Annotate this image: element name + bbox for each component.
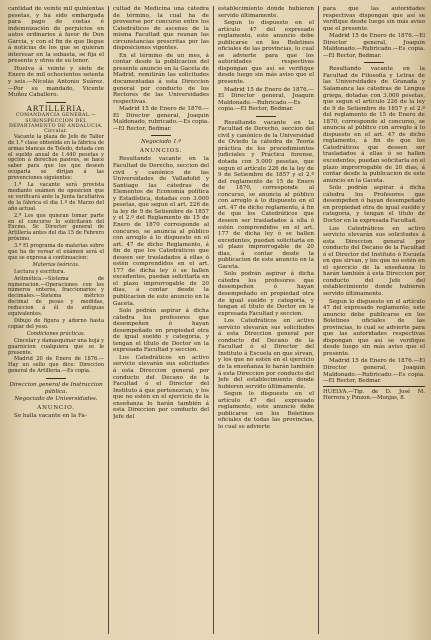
divider xyxy=(46,378,66,379)
divider xyxy=(364,62,384,63)
paragraph: Vacante la plaza de Jefe de Taller de 1.ª clase obtenida en la fábrica de armas blancas de Toledo, dotada con el sueldo anual de 1.440 pesetas y opción á derechos pasivos, se hace saber para que los que deseen ocuparla se dirijan á las prevenciones siguientes: xyxy=(8,133,104,182)
paragraph: Segun lo dispuesto en el artículo 47 del expresado reglamento, este anuncio debe publicarse en los Boletines oficiales de las provincias, lo cual se advierte para que los autoridades respectivas dispongan que así se verifique desde luego sin más aviso que el presente. xyxy=(218,20,314,86)
section-heading: Direccion general de Instruccion pública. xyxy=(9,382,103,395)
paragraph: Madrid 15 de Enero de 1876.—El Director general, Joaquin Maldonado, rubricado.—Es copia.—El Rector, Bedmar. xyxy=(113,106,209,132)
column-3 xyxy=(218,6,314,634)
column-4 xyxy=(323,6,425,634)
paragraph: Resultando vacante en la Facultad de Derecho, seccion del civil y canónico de las Universidades de Valladolid y Santiago las cátedras de Elementos de Economía política y Estadística, dotadas con 3.000 pesetas, que segun el art. 226 de la ley de 9 de Setiembre de 1857 y el 2.º del Reglamento de 15 de Enero de 1870 corresponde al concurso, se anuncia al público con arreglo á lo dispuesto en el art. 47 de dicho Reglamento, á fin de que los Catedráticos que deseen ser trasladados á ellas ó estén comprendidos en el art. 177 de dicha ley ó se hallen excedentes, puedan solicitarla en el plazo improrrogable de 20 dias, á contar desde la publicacion de este anuncio en la Gaceta. xyxy=(113,156,209,307)
paragraph: Dibujo de figura y adorno hasta copiar del yeso. xyxy=(8,318,104,330)
paragraph: Los Catedráticos en activo servicio elevarán sus solicitudes á esta Direccion general por conducto del Decano de la Facultad ó el Director del Instituto á Escuela en que sirvan, y los que no estén en el ejercicio de la enseñanza lo harán también á esta Direccion por conducto del Jefe del establecimiento donde hubieren servido últimamente. xyxy=(218,318,314,390)
paragraph: cultad de Medicina una cátedra de término, la cual ha de proveerse por concurso entre los Catedráticos de ascenso de la misma Facultad que reunan las circunstancias prescritas por las disposiciones vigentes. xyxy=(113,6,209,52)
section-heading: Negociado de Universidades. xyxy=(14,396,98,403)
paragraph: establecimiento donde hubieren servido últimamente. xyxy=(218,6,314,19)
paragraph: Madrid 15 de Enero de 1876.—El Director general, Joaquin Maldonado.—Rubricado.—Es copia.—El Rector, Bedmar. xyxy=(323,33,425,59)
column-rule xyxy=(108,6,109,634)
divider xyxy=(46,102,66,103)
section-heading: ARTILLERIA. xyxy=(26,103,86,113)
paragraph: Se halla vacante en la Fa- xyxy=(14,413,87,420)
printer-imprint: HUELVA.—Tip. de D. José M. Herrera y Pinzon.—Monjas, 8. xyxy=(323,386,425,402)
paragraph: 2.ª Los que quieran tomar parte en el concurso lo solicitarán del Excmo. Sr. Director general de Artillería antes del dia 15 de Febrero próximo. xyxy=(8,212,104,243)
paragraph: En el término de un mes, á contar desde la publicacion del presente anuncio en la Gaceta de Madrid, remitirán las solicitudes documentadas á esta Direccion general por conducto de los Rectores de las Universidades respectivas. xyxy=(113,52,209,105)
paragraph: Solo podrán aspirar á dicha cátedra los profesores que desempeñen ó hayan desempeñado en propiedad otra de igual sueldo y categoría, y tengan el título de Doctor en la expresada Facultad y seccion. xyxy=(113,308,209,354)
divider xyxy=(151,135,171,136)
paragraph: 3.ª El programa de materias sobre que ha de versar el exámen será el que se expresa á continuacion: xyxy=(8,243,104,261)
paragraph: Solo podrán aspirar á dicha cátedra los Profesores que desempeñen ó hayan desempeñado en propiedad otra de igual sueldo y categoría, y tengan el título de Doctor en la expresada Facultad. xyxy=(323,185,425,224)
paragraph: Los Catedráticos en activo servicio elevarán sus solicitudes á esta Direccion general por conducto del Decano de la Facultad ó el Director del Instituto ó Escuela en que sirvan, y los que no estén en el ejercicio de la enseñanza lo harán también á esta Direccion por conducto del Jefe del establecimiento donde hubieren servido últimamente. xyxy=(323,225,425,297)
announcement-heading: ANUNCIO. xyxy=(37,404,75,411)
negociado-label: Negociado 1.º xyxy=(140,139,182,146)
paragraph: Madrid 15 de Enero de 1876.—El Director general, Joaquin Maldonado.—Rubricado.—Es copia.—El Rector, Bedmar. xyxy=(218,86,314,113)
paragraph: Resultando vacante en la Facultad de Derecho, seccion del civil y canónico de la Universidad de Oviedo la cátedra de Teoría práctica de los procedimientos judiciales y Práctica forense, dotada con 5.000 pesetas, que segun el artículo 226 de la ley de 9 de Setiembre de 1857 y el 2.º del reglamento de 15 de Enero de 1870, corresponde al concurso, se anuncia al público con arreglo á lo dispuesto en el art. 47 de dicho reglamento, á fin de que los Catedráticos que deseen ser trasladados á ella ó estén comprendidos en el art. 177 de dicha ley ó se hallen excedentes, puedan solicitarla en el plazo improrrogable de 20 dias, á contar desde la publicacion de este anuncio en la Gaceta. xyxy=(218,119,314,270)
column-2 xyxy=(113,6,209,634)
column-rule xyxy=(318,6,319,634)
paragraph: Madrid 15 de Enero de 1876.—El Director general, Joaquin Maldonado.—Rubricado.—Es copia.—El Rector, Bedmar. xyxy=(323,358,425,385)
program-title: Materias teóricas. xyxy=(32,261,80,268)
paragraph: para que las autoridades respectivas dispongan que así se verifique desde luego sin más aviso que el presente. xyxy=(323,6,425,32)
column-rule xyxy=(213,6,214,634)
paragraph: Resultando vacante en la Facultad de Filosofía y Letras de las Universidades de Granada y Salamanca las cátedras de Lengua griega, dotadas con 3.000 pesetas, que segun el artículo 226 de la ley de 9 de Setiembre de 1857 y el 2.º del reglamento de 15 de Enero de 1870, corresponde al concurso, se anuncia al público con arreglo á lo dispuesto en el art. 47 de dicho reglamento, á fin de que los Catedráticos que deseen ser trasladados á ellas ó se hallen excedentes, puedan solicitarla en el plazo improrrogable de 20 dias, á contar desde la publicacion de este anuncio en la Gaceta. xyxy=(323,66,425,184)
paragraph: 1.ª La vacante será provista mediante exámen de oposicion que se verificará ante la Junta facultativa de la fábrica el dia 1.º de Marzo del año actual. xyxy=(8,182,104,212)
paragraph: Los Catedráticos en activo servicio elevarán sus solicitudes á esta Direccion general por conducto del Decano de la Facultad ó el Director del Instituto á que pertenezcan, y los que no estén en el ejercicio de la enseñanza lo harán también á esta Direccion por conducto del Jefe del xyxy=(113,354,209,420)
divider xyxy=(256,116,276,117)
paragraph: Cincelar y damasquinar una hoja y guarnicion cualquiera que se le presente. xyxy=(8,337,104,356)
paragraph: Madrid 20 de Enero de 1876.— Hay un sello que dice: Direccion general de Artillería.—Es copia. xyxy=(8,356,104,375)
paragraph: Segun lo dispuesto en el artículo 47 del expresado reglamento, este anuncio debe publicarse en los Boletines oficiales de las provincias, lo cual se advierte para que las autoridades respectivas dispongan que así se verifique desde luego sin más aviso que el presente. xyxy=(323,298,425,357)
paragraph: cantidad de veinte mil quinientas pesetas, y ha sido embargada para pago de costas é indemnización de perjuicios en autos ordinarios á favor de Don Garcia, y con el fin de que llegue á noticias de los que se quieran interesar en la subasta, se fija el presente y otros de su tenor. xyxy=(8,6,104,65)
paragraph: Lectura y escritura. xyxy=(14,268,66,275)
announcement-heading: ANUNCIOS. xyxy=(139,147,183,154)
section-subheading: Circular. xyxy=(44,129,68,135)
column-1 xyxy=(8,6,104,634)
paragraph: Aritmética.—Sistema de numeracion.—Operaciones con los números enteros, fraccionarios y decimales.—Sistema métrico decimal de pesas y medidas, reduccion á él de antiguas equivalentes. xyxy=(8,275,104,318)
paragraph: Solo podrán aspirar á dicha cátedra los profesores que desempeñen ó hayan desempeñado en propiedad otra de igual sueldo y categoría, y tengan el título de Doctor en la expresada Facultad y seccion. xyxy=(218,271,314,317)
paragraph: Huelva á veinte y siete de Enero de mil ochocientos setenta y seis.—Nicolás Antonio Suárez.—Por su mandado, Vicente Muñoz Caballero. xyxy=(8,65,104,99)
paragraph: Segun lo dispuesto en el artículo 47 del expresado reglamento, este anuncio debe publicarse en los Boletines oficiales de todas las provincias, lo cual se advierte xyxy=(218,391,314,430)
program-title: Condiciones prácticas. xyxy=(26,330,86,337)
section-subheading: COMANDANCIA GENERAL.—SUBINSPECCION DEL DEPARTAMENTO DE ANDALUCIA. xyxy=(9,113,103,130)
